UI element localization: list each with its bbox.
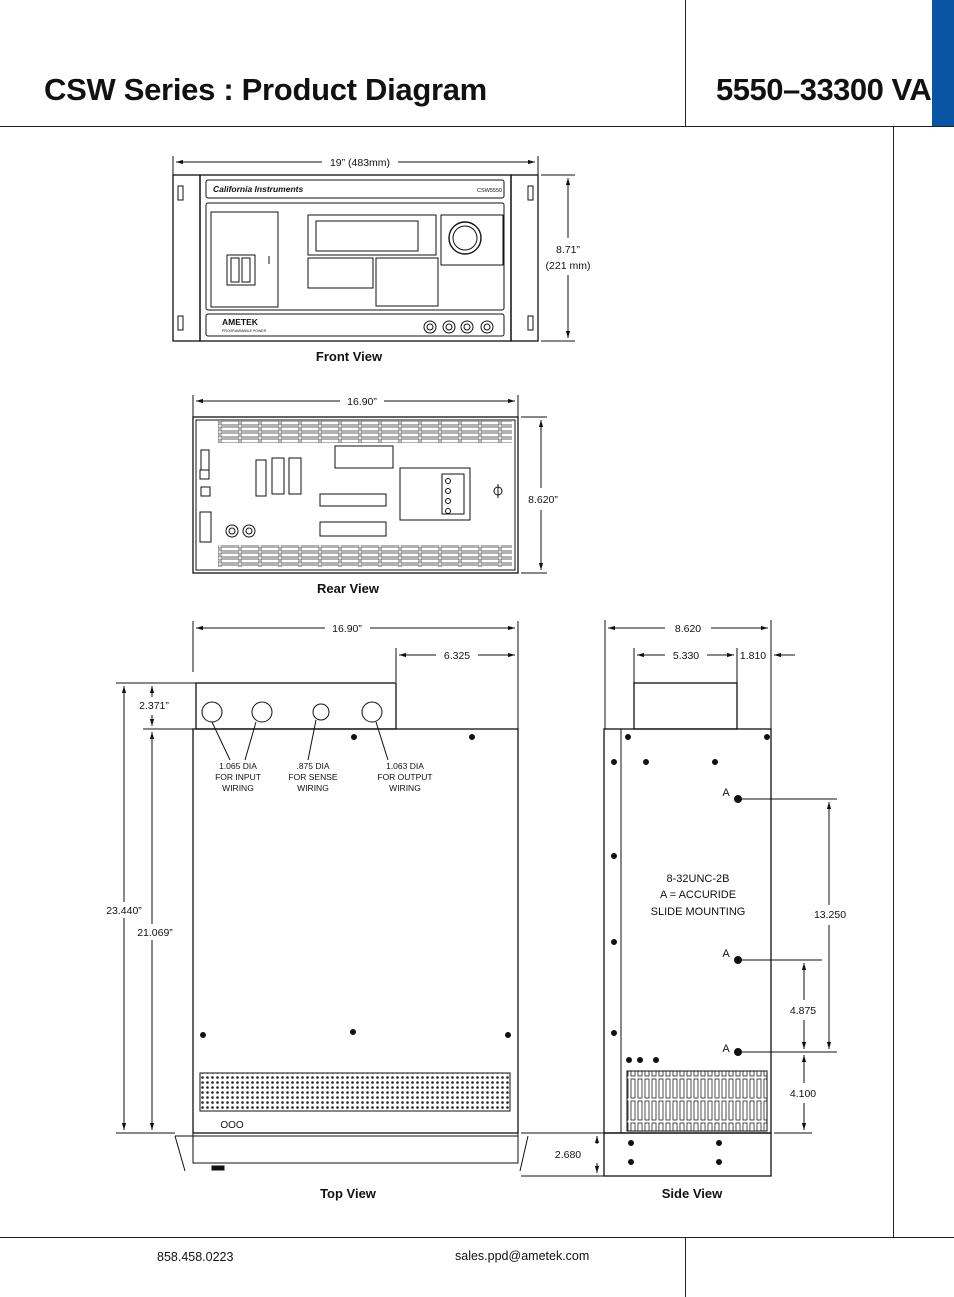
rear-view-caption: Rear View [317,581,379,596]
sense-hole-label-1: .875 DIA [296,761,330,771]
top-offset-dim: 6.325 [443,650,471,662]
rear-width-dim: 16.90” [347,396,377,408]
mount-point-a-3: A [722,1043,730,1055]
side-width-dim: 8.620 [674,623,702,635]
front-brand-label: California Instruments [213,184,304,194]
sense-hole-label-3: WIRING [297,783,329,793]
model-range: 5550–33300 VA [716,72,932,107]
side-edge-dim: 1.810 [739,650,767,662]
front-height-dim-mm: (221 mm) [545,260,591,272]
top-bottom-dim: 2.680 [554,1149,582,1161]
side-low-dim: 4.100 [789,1088,817,1100]
sense-hole-label-2: FOR SENSE [288,772,338,782]
page-title: CSW Series : Product Diagram [44,72,487,107]
mount-point-a-1: A [722,787,730,799]
rear-view [193,395,547,573]
top-view-caption: Top View [320,1186,376,1201]
side-mid-dim: 4.875 [789,1005,817,1017]
slide-note-line-1: 8-32UNC-2B [666,873,730,885]
input-hole-label-1: 1.065 DIA [219,761,257,771]
front-height-dim-in: 8.71” [556,244,580,256]
top-width-dim: 16.90” [332,623,362,635]
front-logo-text: AMETEK [222,317,258,327]
rear-height-dim: 8.620” [528,494,558,506]
front-width-dim: 19” (483mm) [329,157,391,169]
front-logo-sub: PROGRAMMABLE POWER [222,329,267,333]
top-overall-dim: 23.440” [106,905,142,917]
slide-note-line-3: SLIDE MOUNTING [650,906,746,918]
output-hole-label-1: 1.063 DIA [386,761,424,771]
output-hole-label-3: WIRING [389,783,421,793]
front-model-label: CSW5550 [477,188,503,194]
footer-phone: 858.458.0223 [157,1250,234,1264]
side-view-caption: Side View [661,1186,723,1201]
top-view [116,621,605,1176]
footer-email[interactable]: sales.ppd@ametek.com [455,1249,590,1263]
slide-note-line-2: A = ACCURIDE [659,889,737,901]
input-hole-label-3: WIRING [222,783,254,793]
side-inner-dim: 5.330 [672,650,700,662]
top-marking: OOO [220,1120,244,1131]
mount-point-a-2: A [722,948,730,960]
top-raised-dim: 2.371” [139,700,169,712]
input-hole-label-2: FOR INPUT [215,772,261,782]
top-body-dim: 21.069” [137,927,173,939]
output-hole-label-2: FOR OUTPUT [377,772,433,782]
front-view-caption: Front View [315,349,383,364]
side-span-dim: 13.250 [813,909,847,921]
